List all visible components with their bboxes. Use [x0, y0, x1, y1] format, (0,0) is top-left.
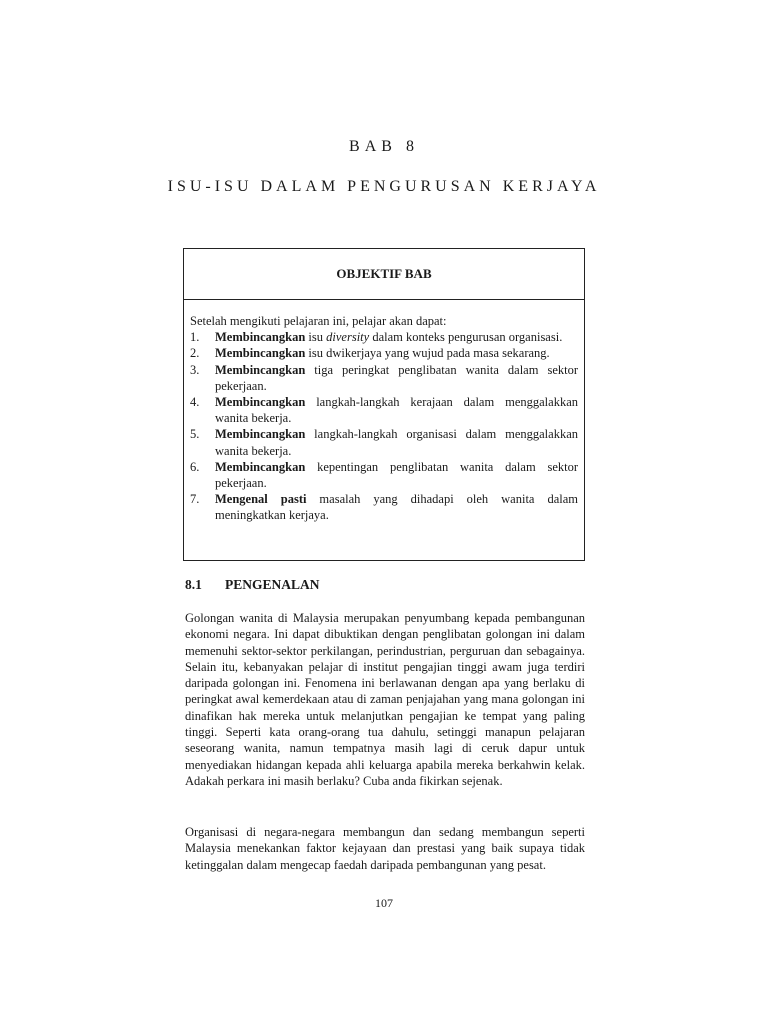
- objective-verb: Membincangkan: [215, 459, 306, 474]
- objective-text: [215, 394, 578, 426]
- objective-text: [215, 345, 578, 361]
- objective-item: [190, 329, 578, 345]
- objective-verb: Membincangkan: [215, 395, 306, 410]
- chapter-title: ISU-ISU DALAM PENGURUSAN KERJAYA: [167, 178, 601, 195]
- objective-verb: Membincangkan: [215, 346, 306, 361]
- objective-body-a: masalah yang dihadapi oleh wanita dalam meningkatkan kerjaya.: [215, 492, 578, 523]
- objective-verb: Mengenal pasti: [215, 492, 307, 507]
- section-number: 8.1: [185, 577, 202, 592]
- objective-item: [190, 491, 578, 523]
- objectives-box: [183, 248, 585, 561]
- objective-verb: Membincangkan: [215, 427, 306, 442]
- objective-body-a: isu dwikerjaya yang wujud pada masa sekarang.: [305, 346, 550, 361]
- objective-body-a: langkah-langkah organisasi dalam menggalakkan wanita bekerja.: [215, 427, 578, 458]
- objective-body-a: tiga peringkat penglibatan wanita dalam sektor pekerjaan.: [215, 362, 578, 393]
- objective-item: [190, 426, 578, 458]
- body-paragraph: Golongan wanita di Malaysia merupakan penyumbang kepada pembangunan ekonomi negara. Ini dapat dibuktikan dengan penglibatan golongan ini dalam memenuhi sektor-sektor perkilangan, perindustrian, perguruan dan sebagainya. Selain itu, kebanyakan pelajar di institut pengajian tinggi awam juga terdiri daripada golongan ini. Fenomena ini berlawanan dengan apa yang berlaku di peringkat awal kemerdekaan atau di zaman penjajahan yang mana golongan ini dinafikan hak mereka untuk melanjutkan pengajian ke tempat yang paling tinggi. Seperti kata orang-orang tua dahulu, setinggi manapun pelajaran seseorang wanita, namun tempatnya masih lagi di ceruk dapur untuk menyediakan hidangan kepada ahli keluarga apabila mereka berkahwin kelak. Adakah perkara ini masih berlaku? Cuba anda fikirkan sejenak.: [185, 611, 585, 788]
- objective-number: 7.: [190, 492, 200, 507]
- chapter-number: BAB 8: [349, 138, 419, 155]
- objective-text: [215, 329, 578, 345]
- objectives-body: [184, 300, 584, 524]
- objective-number: 6.: [190, 459, 200, 474]
- objective-verb: Membincangkan: [215, 362, 306, 377]
- objective-item: [190, 459, 578, 491]
- body-paragraph: Organisasi di negara-negara membangun dan sedang membangun seperti Malaysia menekankan faktor kejayaan dan prestasi yang baik supaya tidak ketinggalan dalam mengecap faedah daripada pembangunan yang pesat.: [185, 825, 585, 872]
- objectives-intro: Setelah mengikuti pelajaran ini, pelajar akan dapat:: [190, 314, 447, 328]
- objective-body-a: kepentingan penglibatan wanita dalam sektor pekerjaan.: [215, 459, 578, 491]
- objective-text: [215, 459, 578, 491]
- objective-body-b: dalam konteks pengurusan organisasi.: [369, 330, 563, 345]
- objective-text: [215, 491, 578, 523]
- objective-number: 4.: [190, 395, 200, 410]
- objective-item: [190, 345, 578, 361]
- objectives-list: [190, 329, 578, 523]
- objectives-heading: OBJEKTIF BAB: [184, 249, 584, 300]
- section-heading: [185, 577, 320, 593]
- objective-verb: Membincangkan: [215, 330, 306, 345]
- objective-number: 5.: [190, 427, 200, 442]
- objective-number: 2.: [190, 346, 200, 361]
- section-title: PENGENALAN: [225, 577, 320, 592]
- page-number: 107: [375, 896, 393, 910]
- objective-emphasis: diversity: [326, 330, 370, 345]
- objective-number: 3.: [190, 362, 200, 377]
- objective-body-a: langkah-langkah kerajaan dalam menggalakkan wanita bekerja.: [215, 395, 578, 426]
- objective-item: [190, 362, 578, 394]
- objective-text: [215, 362, 578, 394]
- objective-body-a: isu: [305, 330, 327, 345]
- objective-item: [190, 394, 578, 426]
- objective-text: [215, 426, 578, 458]
- objective-number: 1.: [190, 330, 200, 345]
